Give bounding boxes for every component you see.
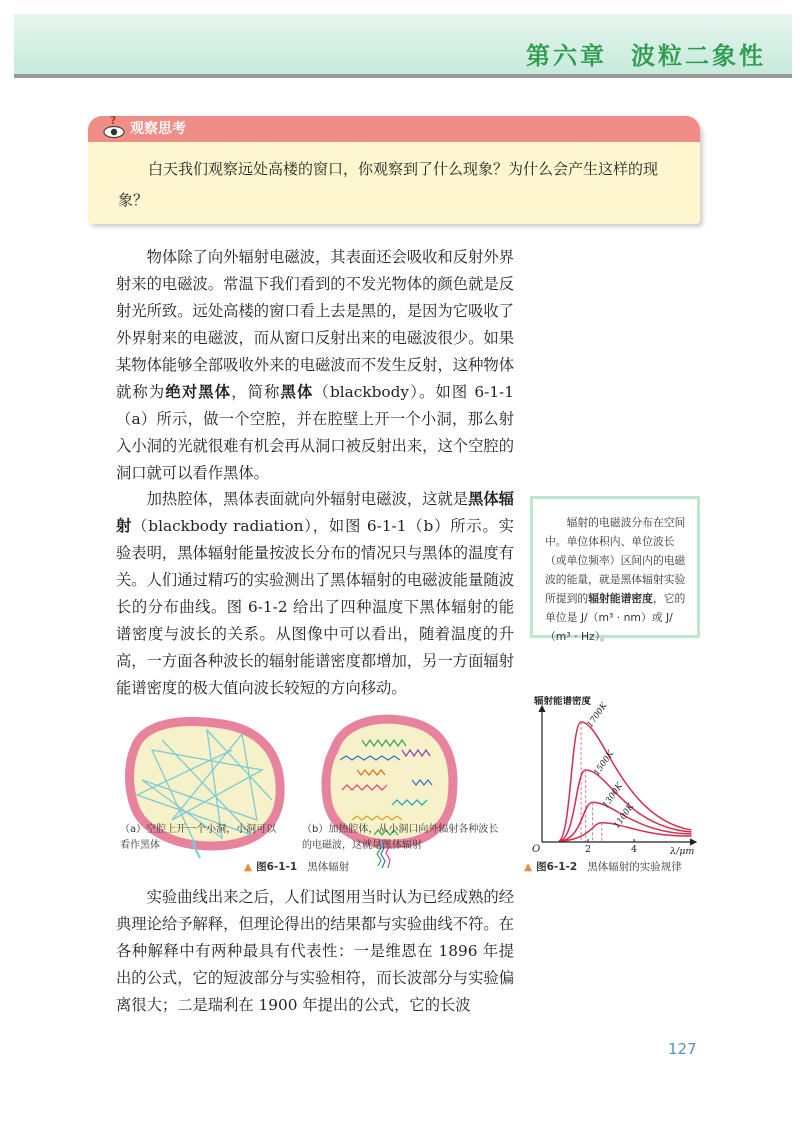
observe-think-header	[88, 116, 700, 142]
x-tick-label-2: 2	[585, 844, 592, 855]
observe-think-label: 观察思考	[130, 121, 186, 137]
figure-6-1-1-caption	[244, 859, 349, 874]
figure-6-1-1-illustration	[112, 710, 512, 880]
side-note-text-b: ，它的单位是 J/（m³ · nm）或 J/（m³ · Hz）。	[545, 592, 686, 643]
p1-text-b: ，简称	[231, 383, 281, 401]
x-tick-label-4: 4	[631, 844, 638, 855]
term-blackbody-radiation: 黑体辐射	[116, 490, 514, 535]
blackbody-radiation-chart	[524, 696, 704, 856]
curve-label-1700K: 1700K	[585, 701, 610, 730]
curve-label-1100K: 1100K	[612, 801, 637, 831]
figure-6-1-1-title: 黑体辐射	[307, 861, 350, 873]
figure-6-1-1a-caption: （a）空腔上开一个小洞，小洞可以看作黑体	[120, 824, 277, 851]
curve-label-1300K: 1300K	[600, 781, 626, 811]
figure-6-1-1-number: 图6-1-1	[256, 861, 298, 873]
body-paragraph-2	[116, 486, 514, 702]
p2-text-b: （blackbody radiation），如图 6-1-1（b）所示。实验表明，黑体辐射能量按波长分布的情况只与黑体的温度有关。人们通过精巧的实验测出了黑体辐射的电磁波能量随波长的分布曲线。图 6-1-2 给出了四种温度下黑体辐射的能谱密度与波长的关系。从图像中可以看出，随着温度的升高，一方面各种波长的辐射能谱密度都增加，另一方面辐射能谱密度的极大值向波长较短的方向移动。	[116, 517, 514, 697]
y-axis-label: 辐射能谱密度	[534, 696, 592, 707]
p1-text-a: 物体除了向外辐射电磁波，其表面还会吸收和反射外界射来的电磁波。常温下我们看到的不发光物体的颜色就是反射光所致。远处高楼的窗口看上去是黑的，是因为它吸收了外界射来的电磁波，而从窗口反射出来的电磁波很少。如果某物体能够全部吸收外来的电磁波而不发生反射，这种物体就称为	[116, 248, 514, 401]
x-axis-label: λ/μm	[670, 846, 695, 856]
p2-text-a: 加热腔体，黑体表面就向外辐射电磁波，这就是	[146, 490, 469, 508]
side-note-text-a: 辐射的电磁波分布在空间中。单位体积内、单位波长（或单位频率）区间内的电磁波的能量，就是黑体辐射实验所提到的	[545, 516, 686, 605]
triangle-icon: ▲	[524, 861, 533, 873]
chapter-number: 第六章	[526, 42, 607, 70]
term-blackbody: 黑体	[280, 383, 314, 401]
figure-6-1-2-caption	[524, 859, 682, 874]
term-spectral-density: 辐射能谱密度	[588, 592, 653, 605]
observe-think-question: 白天我们观察远处高楼的窗口，你观察到了什么现象？为什么会产生这样的现象？	[118, 160, 659, 209]
figure-6-1-2-title: 黑体辐射的实验规律	[587, 861, 682, 873]
triangle-icon: ▲	[244, 861, 253, 873]
origin-label: O	[532, 844, 541, 855]
p1-text-c: （blackbody）。如图 6-1-1（a）所示，做一个空腔，并在腔壁上开一个小洞，那么射入小洞的光就很难有机会再从洞口被反射出来，这个空腔的洞口就可以看作黑体。	[116, 383, 514, 482]
curve-label-1500K: 1500K	[591, 749, 617, 778]
term-absolute-blackbody: 绝对黑体	[165, 383, 232, 401]
figure-6-1-2-number: 图6-1-2	[536, 861, 578, 873]
svg-text:?: ?	[110, 114, 117, 127]
observe-think-box	[88, 116, 700, 224]
body-paragraph-1	[116, 244, 514, 487]
side-note	[530, 496, 700, 643]
chapter-title	[526, 36, 766, 71]
chapter-header	[14, 14, 792, 78]
page-number: 127	[668, 1040, 697, 1058]
figure-6-1-1b-caption: （b）加热腔体，从小洞口向外辐射各种波长的电磁波，这就是黑体辐射	[302, 824, 499, 851]
eye-question-icon	[102, 114, 126, 140]
body-paragraph-3: 实验曲线出来之后，人们试图用当时认为已经成熟的经典理论给予解释，但理论得出的结果都与实验曲线不符。在各种解释中有两种最具有代表性：一是维恩在 1896 年提出的公式，它的短波部分与实验相符，而长波部分与实验偏离很大；二是瑞利在 1900 年提出的公式，它的长波	[116, 888, 514, 1014]
chapter-name: 波粒二象性	[631, 42, 766, 70]
